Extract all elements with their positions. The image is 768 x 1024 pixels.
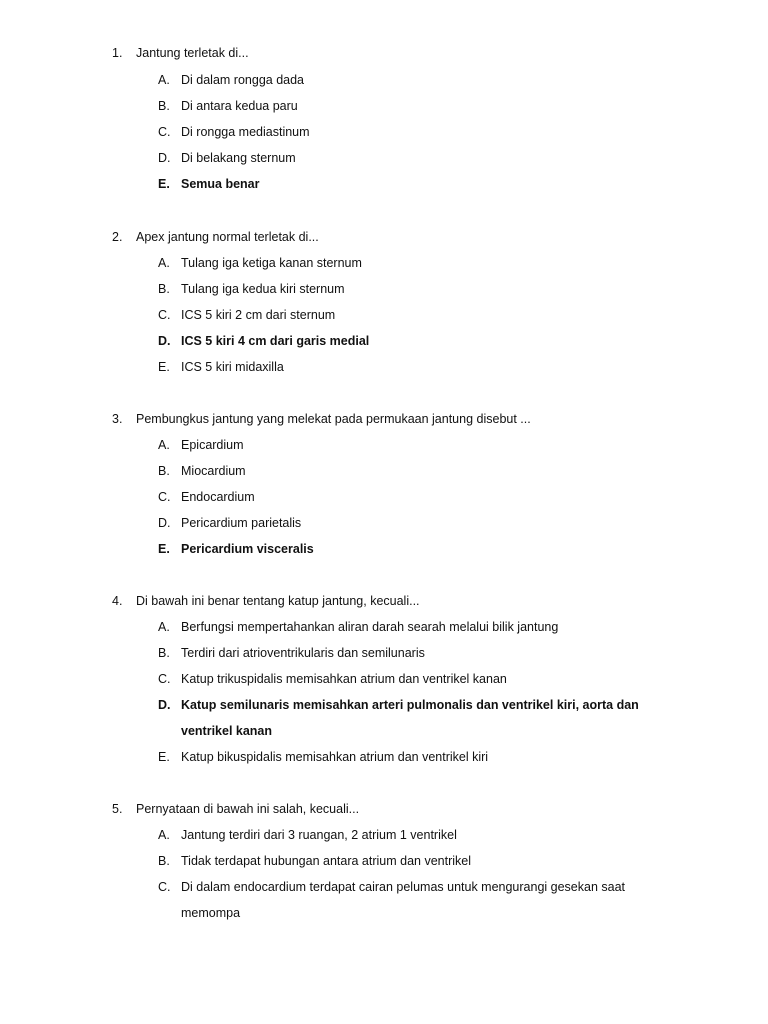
- option-text: ICS 5 kiri midaxilla: [181, 360, 284, 374]
- question-text: Apex jantung normal terletak di...: [136, 230, 319, 244]
- question-2-stem: [112, 229, 319, 245]
- question-2-option-c: [158, 307, 335, 323]
- question-number: 1.: [112, 46, 123, 60]
- option-letter: B.: [158, 282, 170, 296]
- question-4-option-b: [158, 645, 425, 661]
- question-4-option-a: [158, 619, 558, 635]
- question-number: 4.: [112, 594, 123, 608]
- option-letter: B.: [158, 99, 170, 113]
- question-3-option-e: [158, 541, 314, 557]
- question-5-option-c: [158, 879, 625, 895]
- option-text: Tulang iga kedua kiri sternum: [181, 282, 345, 296]
- option-letter: C.: [158, 308, 171, 322]
- question-2-option-d: [158, 333, 369, 349]
- question-2-option-b: [158, 281, 345, 297]
- option-letter: A.: [158, 438, 170, 452]
- question-4-stem: [112, 593, 420, 609]
- option-letter: A.: [158, 73, 170, 87]
- question-2-option-e: [158, 359, 284, 375]
- option-letter: E.: [158, 750, 170, 764]
- question-1-option-b: [158, 98, 298, 114]
- question-1-option-d: [158, 150, 296, 166]
- question-4-option-d: [158, 697, 639, 713]
- question-2-option-a: [158, 255, 362, 271]
- question-4-option-c: [158, 671, 507, 687]
- question-text: Jantung terletak di...: [136, 46, 249, 60]
- option-text: ICS 5 kiri 4 cm dari garis medial: [181, 334, 370, 348]
- question-3-option-c: [158, 489, 255, 505]
- option-letter: E.: [158, 360, 170, 374]
- question-1-option-a: [158, 72, 304, 88]
- option-letter: E.: [158, 177, 170, 191]
- question-1-option-c: [158, 124, 310, 140]
- option-text: Epicardium: [181, 438, 244, 452]
- question-1-stem: [112, 45, 249, 61]
- option-text: Tidak terdapat hubungan antara atrium dan ventrikel: [181, 854, 471, 868]
- question-4-option-e: [158, 749, 488, 765]
- option-letter: B.: [158, 854, 170, 868]
- option-letter: E.: [158, 542, 170, 556]
- option-letter: B.: [158, 464, 170, 478]
- option-letter: D.: [158, 516, 171, 530]
- question-text: Di bawah ini benar tentang katup jantung, kecuali...: [136, 594, 420, 608]
- option-letter: D.: [158, 698, 171, 712]
- question-5-option-a: [158, 827, 457, 843]
- option-letter: A.: [158, 828, 170, 842]
- option-text: Di antara kedua paru: [181, 99, 298, 113]
- question-3-option-a: [158, 437, 244, 453]
- option-letter: D.: [158, 151, 171, 165]
- question-number: 3.: [112, 412, 123, 426]
- option-text: Terdiri dari atrioventrikularis dan semilunaris: [181, 646, 425, 660]
- option-letter: A.: [158, 620, 170, 634]
- option-letter: B.: [158, 646, 170, 660]
- option-text: Di dalam rongga dada: [181, 73, 304, 87]
- question-number: 2.: [112, 230, 123, 244]
- option-text: Di rongga mediastinum: [181, 125, 310, 139]
- question-5-stem: [112, 801, 359, 817]
- option-text: Pericardium visceralis: [181, 542, 314, 556]
- option-letter: C.: [158, 672, 171, 686]
- question-text: Pernyataan di bawah ini salah, kecuali...: [136, 802, 360, 816]
- option-text: Di belakang sternum: [181, 151, 296, 165]
- question-3-option-d: [158, 515, 301, 531]
- option-text: Katup trikuspidalis memisahkan atrium dan ventrikel kanan: [181, 672, 507, 686]
- option-letter: A.: [158, 256, 170, 270]
- option-letter: C.: [158, 490, 171, 504]
- question-4-option-d-continuation: ventrikel kanan: [181, 724, 273, 738]
- question-3-option-b: [158, 463, 246, 479]
- option-text: ICS 5 kiri 2 cm dari sternum: [181, 308, 336, 322]
- option-text: Miocardium: [181, 464, 246, 478]
- question-number: 5.: [112, 802, 123, 816]
- question-3-stem: [112, 411, 531, 427]
- question-5-option-b: [158, 853, 471, 869]
- option-text: Tulang iga ketiga kanan sternum: [181, 256, 362, 270]
- option-text: Di dalam endocardium terdapat cairan pelumas untuk mengurangi gesekan saat: [181, 880, 626, 894]
- option-text: Katup semilunaris memisahkan arteri pulmonalis dan ventrikel kiri, aorta dan: [181, 698, 639, 712]
- option-text: Berfungsi mempertahankan aliran darah searah melalui bilik jantung: [181, 620, 559, 634]
- option-text: Endocardium: [181, 490, 255, 504]
- question-5-option-c-continuation: memompa: [181, 906, 241, 920]
- option-letter: D.: [158, 334, 171, 348]
- question-1-option-e: [158, 176, 260, 192]
- question-text: Pembungkus jantung yang melekat pada permukaan jantung disebut ...: [136, 412, 531, 426]
- option-text: Jantung terdiri dari 3 ruangan, 2 atrium 1 ventrikel: [181, 828, 457, 842]
- option-text: Katup bikuspidalis memisahkan atrium dan ventrikel kiri: [181, 750, 489, 764]
- option-letter: C.: [158, 125, 171, 139]
- option-letter: C.: [158, 880, 171, 894]
- option-text: Semua benar: [181, 177, 260, 191]
- option-text: Pericardium parietalis: [181, 516, 302, 530]
